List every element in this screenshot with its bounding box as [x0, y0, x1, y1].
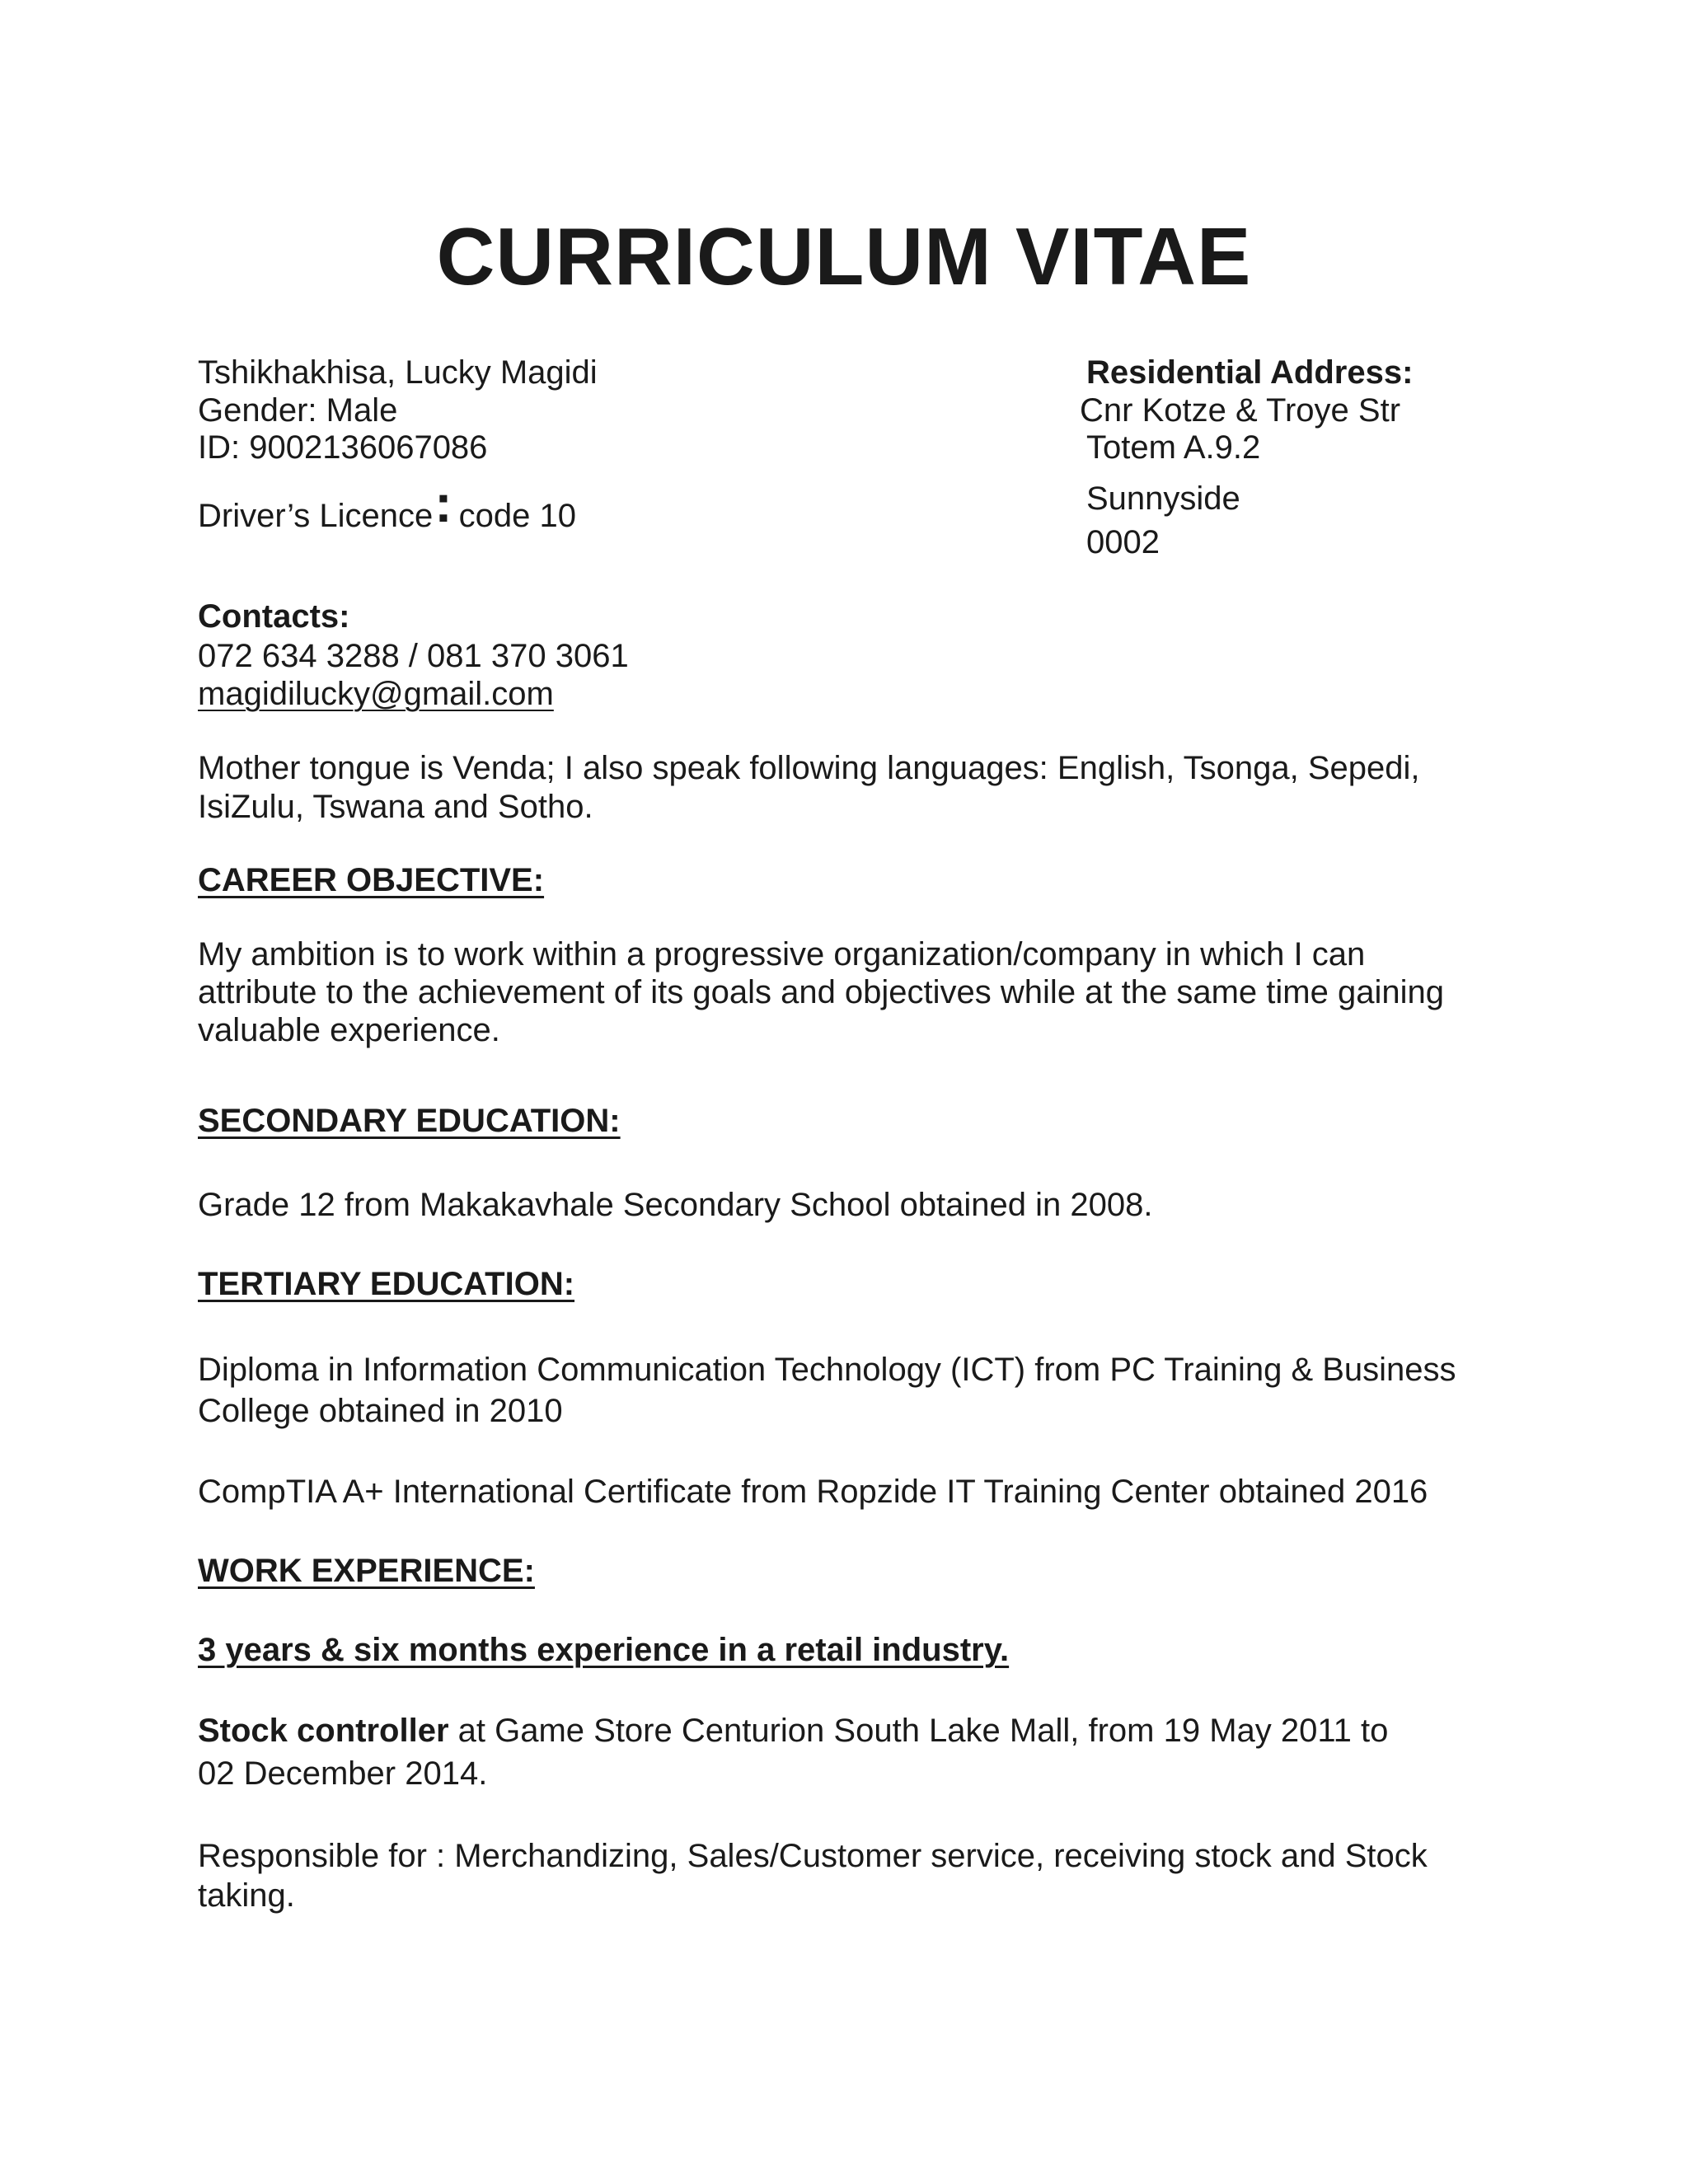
- gender-line: Gender: Male: [198, 392, 398, 429]
- address-line-2: Totem A.9.2: [1086, 429, 1261, 466]
- work-experience-heading: WORK EXPERIENCE:: [198, 1553, 535, 1589]
- comptia-line: CompTIA A+ International Certificate from Ropzide IT Training Center obtained 2016: [198, 1474, 1428, 1510]
- responsibilities-line-1: Responsible for : Merchandizing, Sales/Customer service, receiving stock and Stock: [198, 1838, 1428, 1874]
- address-line-1: Cnr Kotze & Troye Str: [1080, 392, 1401, 429]
- licence-line: [198, 474, 576, 535]
- responsibilities-line-2: taking.: [198, 1877, 295, 1914]
- career-objective-line-1: My ambition is to work within a progressive organization/company in which I can: [198, 936, 1366, 972]
- address-line-4: 0002: [1086, 524, 1160, 560]
- address-heading: Residential Address:: [1086, 354, 1414, 391]
- job-title: Stock controller: [198, 1713, 449, 1749]
- contact-email-link[interactable]: magidilucky@gmail.com: [198, 676, 554, 712]
- licence-label: Driver’s Licence: [198, 498, 434, 534]
- languages-line-1: Mother tongue is Venda; I also speak following languages: English, Tsonga, Sepedi,: [198, 750, 1420, 786]
- document-title: CURRICULUM VITAE: [436, 211, 1252, 302]
- secondary-education-line: Grade 12 from Makakavhale Secondary School obtained in 2008.: [198, 1187, 1153, 1223]
- licence-value: code 10: [458, 498, 576, 534]
- career-objective-heading: CAREER OBJECTIVE:: [198, 862, 545, 898]
- address-line-3: Sunnyside: [1086, 480, 1240, 517]
- contacts-heading: Contacts:: [198, 598, 350, 635]
- job-detail: at Game Store Centurion South Lake Mall, from 19 May 2011 to: [448, 1713, 1389, 1749]
- work-experience-summary: 3 years & six months experience in a retail industry.: [198, 1632, 1010, 1668]
- tertiary-education-heading: TERTIARY EDUCATION:: [198, 1266, 575, 1302]
- job-line-1: [198, 1714, 1388, 1747]
- applicant-name: Tshikhakhisa, Lucky Magidi: [198, 354, 598, 391]
- diploma-line-1: Diploma in Information Communication Technology (ICT) from PC Training & Business: [198, 1352, 1456, 1388]
- career-objective-line-3: valuable experience.: [198, 1012, 500, 1048]
- licence-colon: :: [434, 474, 452, 533]
- secondary-education-heading: SECONDARY EDUCATION:: [198, 1103, 621, 1139]
- diploma-line-2: College obtained in 2010: [198, 1393, 563, 1429]
- career-objective-line-2: attribute to the achievement of its goals and objectives while at the same time gaining: [198, 974, 1444, 1010]
- contact-phones: 072 634 3288 / 081 370 3061: [198, 638, 629, 674]
- id-line: ID: 9002136067086: [198, 429, 488, 466]
- job-line-2: 02 December 2014.: [198, 1755, 488, 1792]
- languages-line-2: IsiZulu, Tswana and Sotho.: [198, 789, 593, 825]
